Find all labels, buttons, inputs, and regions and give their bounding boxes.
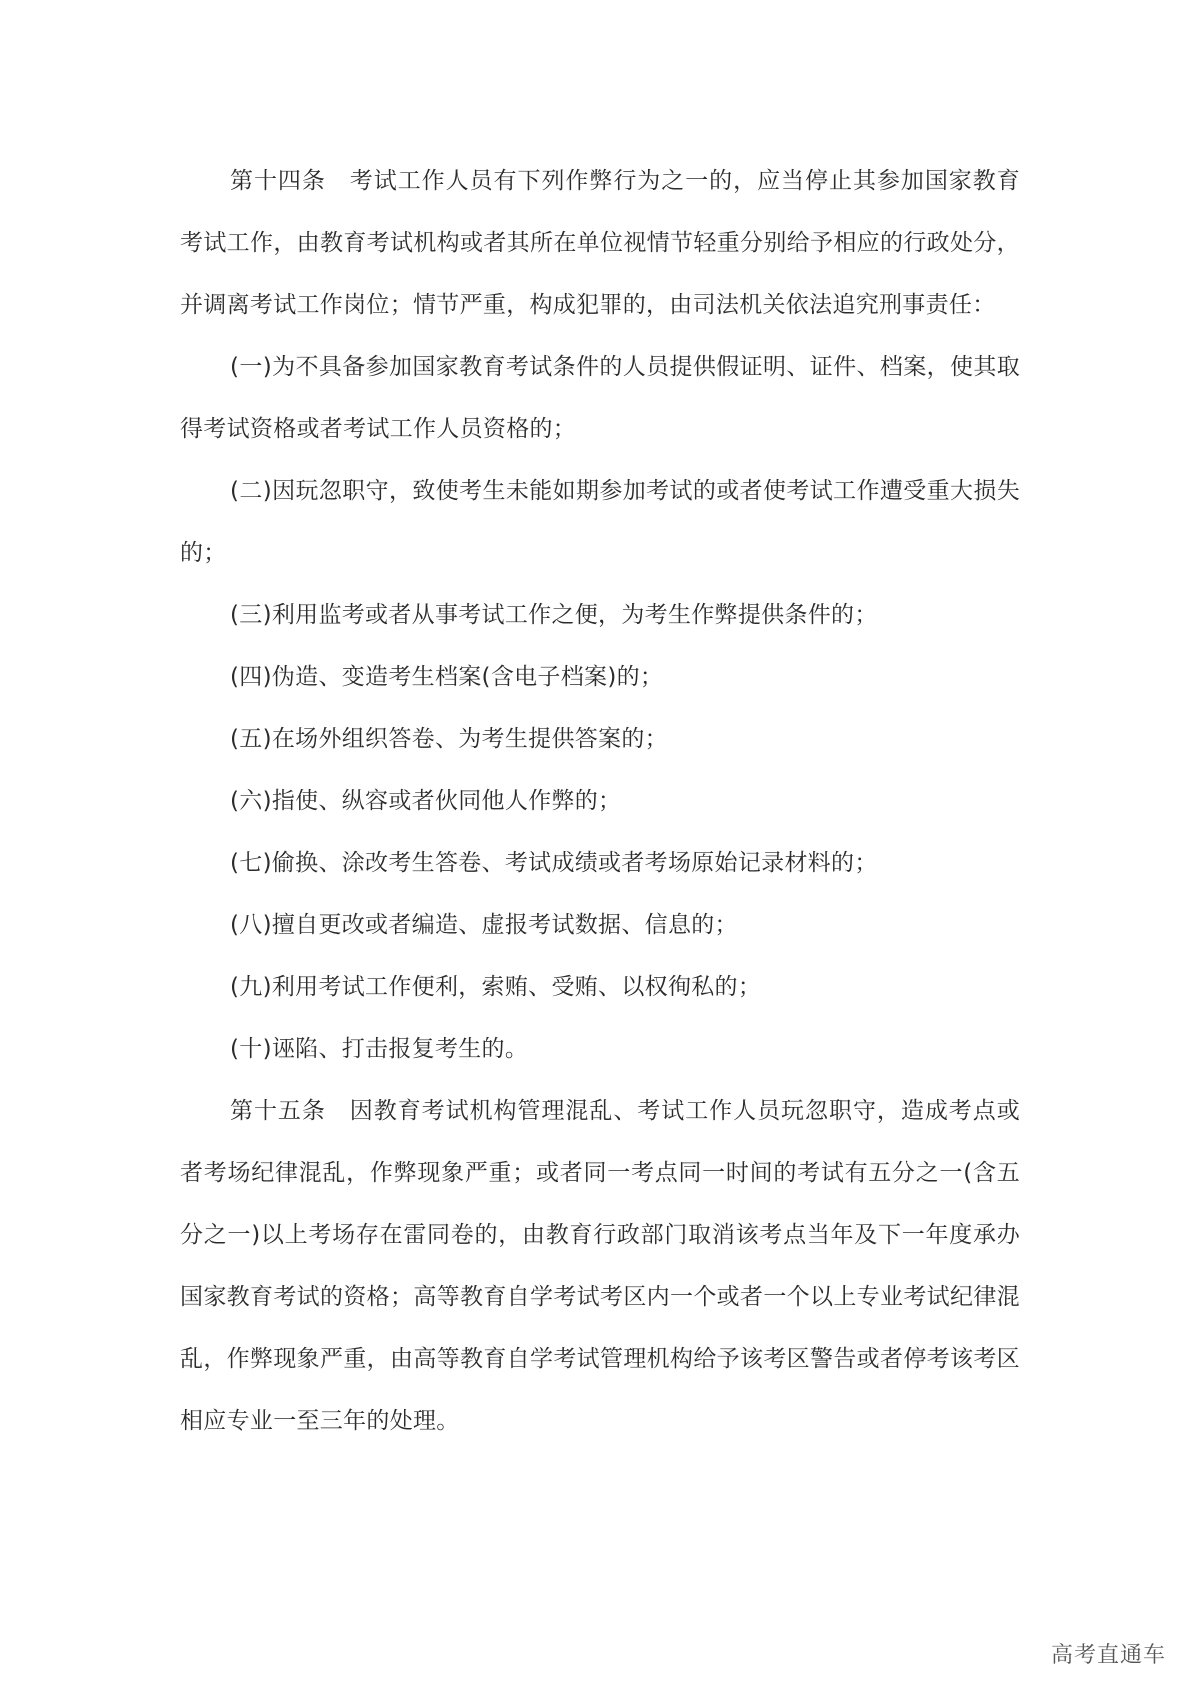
- article-14-item-4: (四)伪造、变造考生档案(含电子档案)的；: [230, 664, 664, 690]
- article-14-item-6: (六)指使、纵容或者伙同他人作弊的；: [230, 788, 622, 814]
- watermark-label: 高考直通车: [1050, 1643, 1166, 1668]
- article-14-item-9: (九)利用考试工作便利，索贿、受贿、以权徇私的；: [230, 974, 762, 1000]
- article-14-item-10: (十)诬陷、打击报复考生的。: [230, 1036, 529, 1062]
- article-14-paragraph: 第十四条 考试工作人员有下列作弊行为之一的，应当停止其参加国家教育考试工作，由教育考试机构或者其所在单位视情节轻重分别给予相应的行政处分，并调离考试工作岗位；情节严重，构成犯罪的，由司法机关依法追究刑事责任：: [180, 168, 1020, 318]
- article-14-item-8: (八)擅自更改或者编造、虚报考试数据、信息的；: [230, 912, 738, 938]
- article-14-item-7: (七)偷换、涂改考生答卷、考试成绩或者考场原始记录材料的；: [230, 850, 878, 876]
- document-body: [180, 150, 1020, 1452]
- article-15-paragraph: 第十五条 因教育考试机构管理混乱、考试工作人员玩忽职守，造成考点或者考场纪律混乱，作弊现象严重；或者同一考点同一时间的考试有五分之一(含五分之一)以上考场存在雷同卷的，由教育行政部门取消该考点当年及下一年度承办国家教育考试的资格；高等教育自学考试考区内一个或者一个以上专业考试纪律混乱，作弊现象严重，由高等教育自学考试管理机构给予该考区警告或者停考该考区相应专业一至三年的处理。: [180, 1098, 1020, 1434]
- article-14-item-3: (三)利用监考或者从事考试工作之便，为考生作弊提供条件的；: [230, 602, 878, 628]
- article-14-item-1: (一)为不具备参加国家教育考试条件的人员提供假证明、证件、档案，使其取得考试资格或者考试工作人员资格的；: [180, 354, 1020, 442]
- article-14-item-2: (二)因玩忽职守，致使考生未能如期参加考试的或者使考试工作遭受重大损失的；: [180, 478, 1020, 566]
- article-14-item-5: (五)在场外组织答卷、为考生提供答案的；: [230, 726, 668, 752]
